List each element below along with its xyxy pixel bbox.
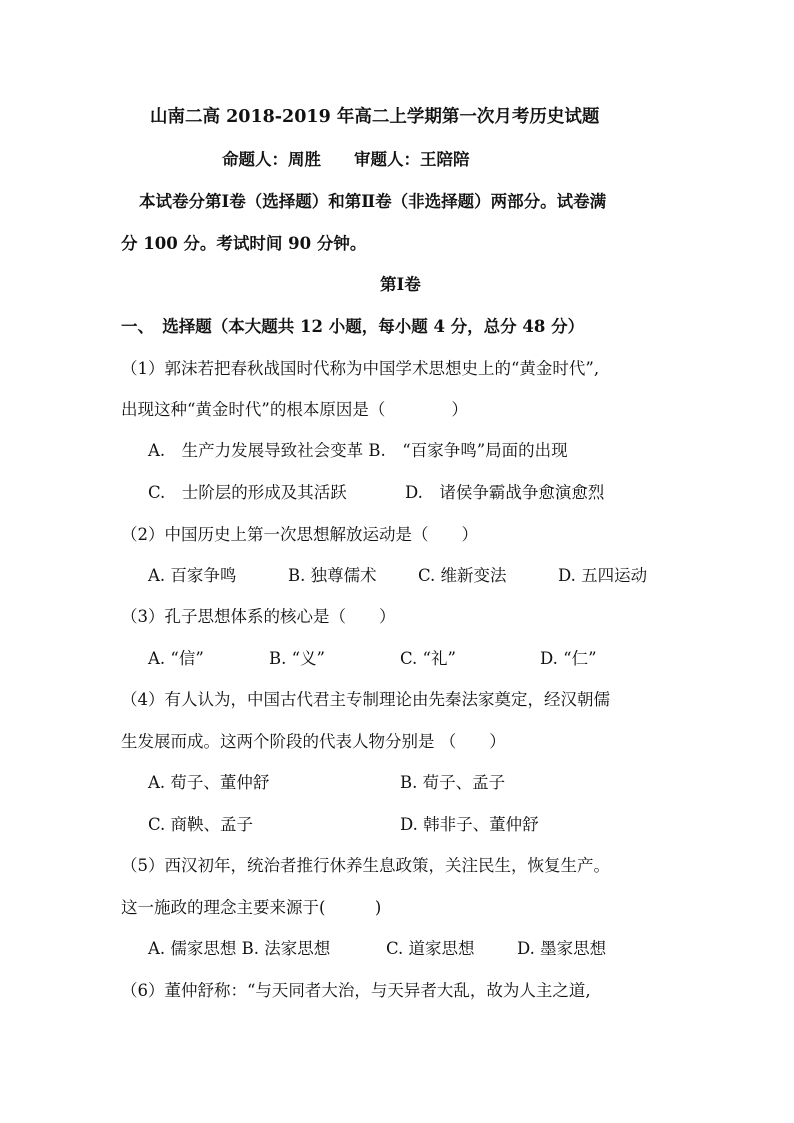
question-3-option-b: B. “义” <box>269 649 325 668</box>
question-4-stem-line-1: （4）有人认为，中国古代君主专制理论由先秦法家奠定，经汉朝儒 <box>121 690 610 709</box>
question-1-option-c: C. 士阶层的形成及其活跃 <box>148 483 347 502</box>
question-1-option-a-b: A. 生产力发展导致社会变革 B. “百家争鸣”局面的出现 <box>148 441 568 460</box>
question-1-option-d: D. 诸侯争霸战争愈演愈烈 <box>405 483 605 502</box>
volume-title: 第Ⅰ卷 <box>380 275 421 294</box>
question-3-option-c: C. “礼” <box>400 649 456 668</box>
question-5-option-a-b: A. 儒家思想 B. 法家思想 <box>148 939 331 958</box>
question-1-stem-line-1: （1）郭沫若把春秋战国时代称为中国学术思想史上的“黄金时代”, <box>121 359 600 378</box>
question-2-option-b: B. 独尊儒术 <box>288 566 377 585</box>
question-3-option-d: D. “仁” <box>540 649 597 668</box>
intro-line-2: 分 100 分。考试时间 90 分钟。 <box>121 234 367 253</box>
exam-title: 山南二高 2018-2019 年高二上学期第一次月考历史试题 <box>150 107 600 127</box>
question-2-stem: （2）中国历史上第一次思想解放运动是（ ） <box>121 525 478 544</box>
question-4-option-b: B. 荀子、孟子 <box>400 773 506 792</box>
question-6-stem-line-1: （6）董仲舒称：“与天同者大治，与天异者大乱，故为人主之道, <box>121 981 591 1000</box>
question-4-option-a: A. 荀子、董仲舒 <box>148 773 270 792</box>
question-3-option-a: A. “信” <box>148 649 204 668</box>
question-5-option-d: D. 墨家思想 <box>517 939 607 958</box>
question-2-option-a: A. 百家争鸣 <box>148 566 237 585</box>
question-4-stem-line-2: 生发展而成。这两个阶段的代表人物分别是 （ ） <box>121 732 506 751</box>
question-5-option-c: C. 道家思想 <box>386 939 475 958</box>
question-3-stem: （3）孔子思想体系的核心是（ ） <box>121 607 396 626</box>
intro-line-1: 本试卷分第Ⅰ卷（选择题）和第Ⅱ卷（非选择题）两部分。试卷满 <box>139 192 607 211</box>
question-5-stem-line-2: 这一施政的理念主要来源于( ) <box>121 898 382 917</box>
question-4-option-d: D. 韩非子、董仲舒 <box>400 815 539 834</box>
question-4-option-c: C. 商鞅、孟子 <box>148 815 254 834</box>
exam-authors: 命题人：周胜 审题人：王陪陪 <box>222 150 470 169</box>
question-2-option-d: D. 五四运动 <box>558 566 648 585</box>
question-2-option-c: C. 维新变法 <box>418 566 507 585</box>
question-5-stem-line-1: （5）西汉初年，统治者推行休养生息政策，关注民生，恢复生产。 <box>121 856 610 875</box>
section-heading: 一、 选择题（本大题共 12 小题，每小题 4 分，总分 48 分） <box>121 317 585 336</box>
question-1-stem-line-2: 出现这种“黄金时代”的根本原因是（ ） <box>121 400 468 419</box>
